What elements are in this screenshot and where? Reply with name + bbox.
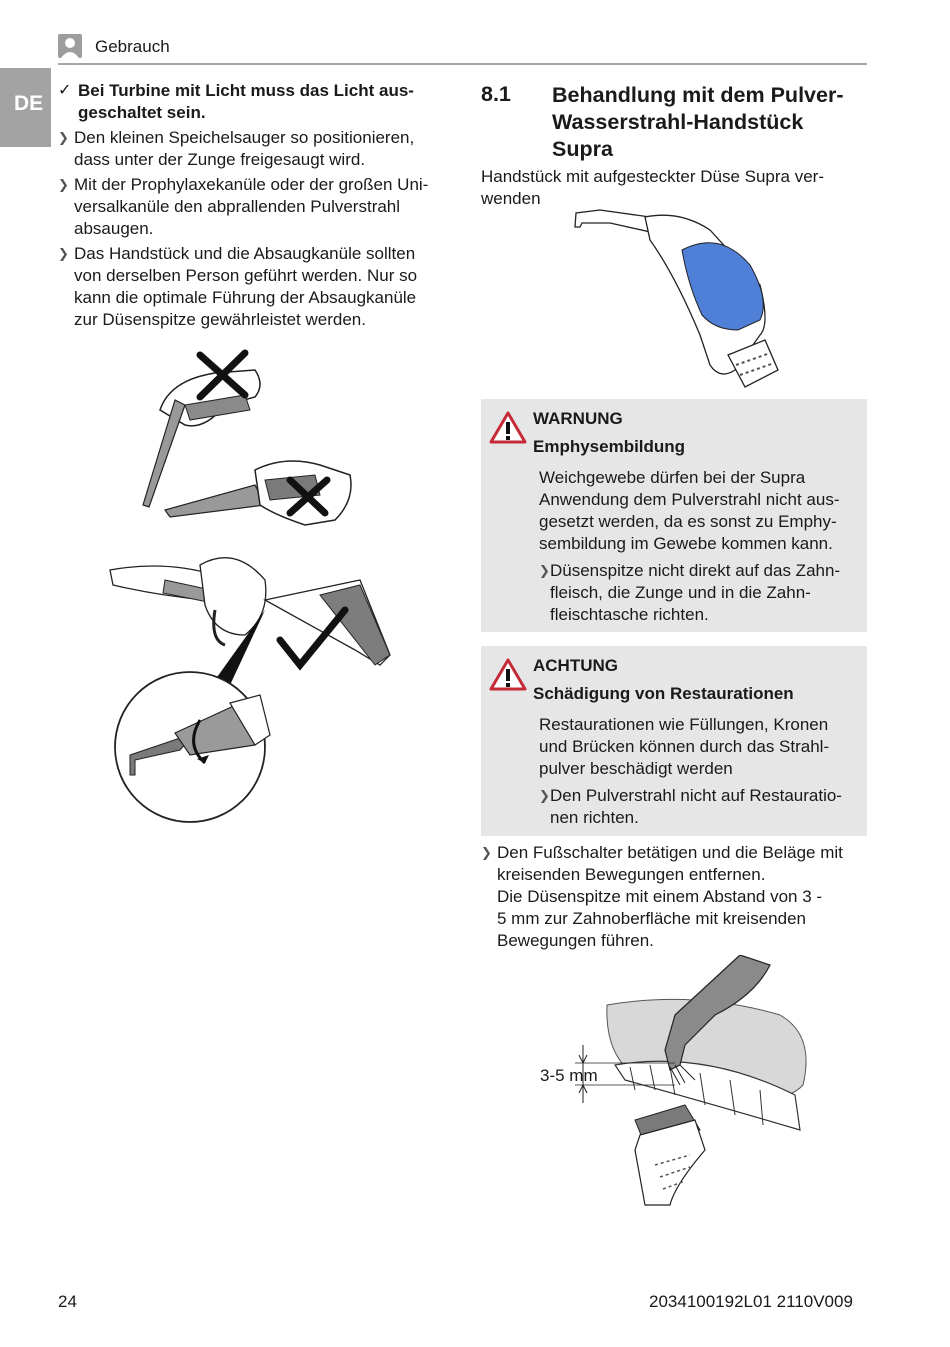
caution-box [481,646,867,836]
hazard-title: Schädigung von Restaurationen [533,684,794,703]
handpiece-illustration [570,205,785,390]
check-item: ✓ Bei Turbine mit Licht muss das Licht aus- geschaltet sein. [58,81,414,122]
page-number: 24 [58,1292,77,1311]
teeth-distance-illustration [535,955,815,1210]
list-item: ❯ Den kleinen Speichelsauger so positionieren, dass unter der Zunge freigesaugt wird. [58,128,415,169]
warning-icon [489,411,527,445]
left-column [58,80,438,334]
hazard-title: Emphysembildung [533,437,686,456]
warning-icon [489,658,527,692]
list-item: ❯ Den Fußschalter betätigen und die Beläge mit kreisenden Bewegungen entfernen. Die Düsenspitze mit einem Abstand von 3 - 5 mm zur Zahnoberfläche mit kreisenden Bewegungen führen. [481,843,843,950]
section-number: 8.1 [481,82,511,106]
signal-word: ACHTUNG [533,656,618,675]
list-item: ❯ Mit der Prophylaxekanüle oder der großen Uni- versalkanüle den abprallenden Pulverstrahl absaugen. [58,175,429,238]
chevron-right-icon: ❯ [481,845,492,860]
chevron-right-icon: ❯ [539,788,550,803]
action-item: ❯ Den Pulverstrahl nicht auf Restauratio- nen richten. [539,786,842,827]
figure-caption: Handstück mit aufgesteckter Düse Supra ver- wenden [481,167,824,208]
chevron-right-icon: ❯ [58,130,69,145]
suction-technique-illustration [105,335,405,835]
section-title: Behandlung mit dem Pulver- Wasserstrahl-Handstück Supra [552,83,844,161]
header-rule [58,63,867,65]
step-text [481,842,861,955]
distance-label: 3-5 mm [540,1066,598,1085]
chevron-right-icon: ❯ [58,246,69,261]
language-tab: DE [0,68,51,147]
chevron-right-icon: ❯ [58,177,69,192]
hazard-text: Restaurationen wie Füllungen, Kronen und Brücken können durch das Strahl- pulver beschädigt werden [539,715,830,778]
hazard-text: Weichgewebe dürfen bei der Supra Anwendung dem Pulverstrahl nicht aus- gesetzt werden, da es sonst zu Emphy- sembildung im Gewebe kommen kann. [539,468,840,553]
action-item: ❯ Düsenspitze nicht direkt auf das Zahn- fleisch, die Zunge und in die Zahn- fleischtasche richten. [539,561,841,624]
document-id: 2034100192L01 2110V009 [649,1292,853,1311]
warning-box [481,399,867,632]
list-item: ❯ Das Handstück und die Absaugkanüle sollten von derselben Person geführt werden. Nur so kann die optimale Führung der Absaugkanüle zur Düsenspitze gewährleistet werden. [58,244,418,329]
person-icon [58,34,82,58]
header-title: Gebrauch [95,37,170,56]
signal-word: WARNUNG [533,409,623,428]
check-icon: ✓ [58,82,72,99]
chevron-right-icon: ❯ [539,563,550,578]
